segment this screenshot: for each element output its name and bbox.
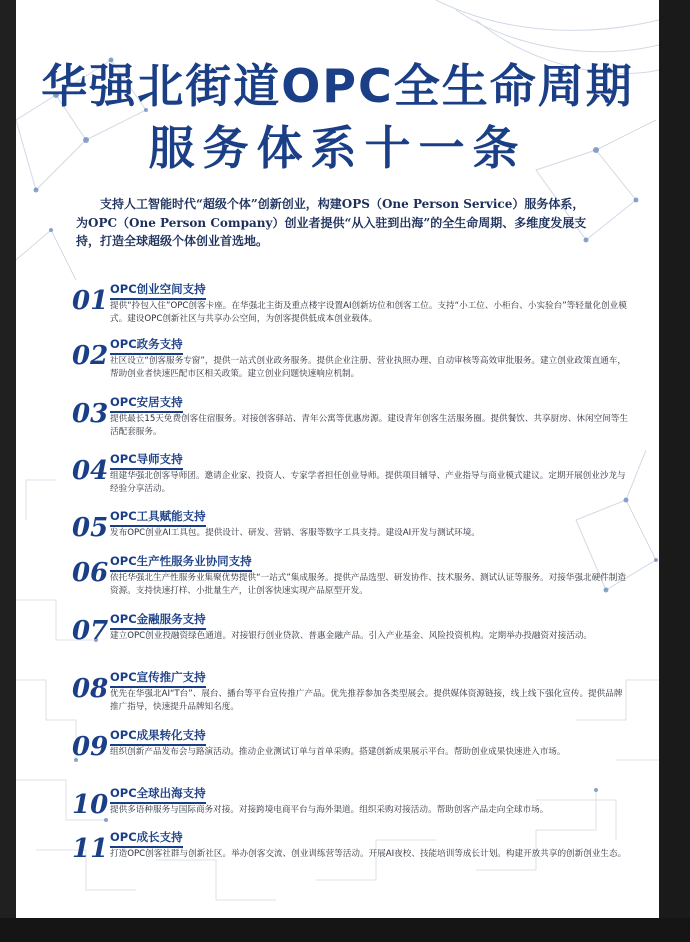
item-number: 08 — [72, 674, 109, 704]
item-description: 依托华强北生产性服务业集聚优势提供“一站式”集成服务。提供产品选型、研发协作、技术服务、测试认证等服务。对接华强北硬件制造资源。支持快速打样、小批量生产，让创客快速实现产品原型开发。 — [110, 573, 626, 596]
item-title: OPC成果转化支持 — [110, 728, 206, 746]
item-description: 提供多语种服务与国际商务对接。对接跨境电商平台与海外渠道。组织采购对接活动。帮助创客产品走向全球市场。 — [110, 805, 549, 815]
item-description: 打造OPC创客社群与创新社区。举办创客交流、创业训练营等活动。开展AI夜校、技能培训等成长计划。构建开放共享的创新创业生态。 — [110, 849, 627, 859]
policy-item-07 — [72, 614, 632, 670]
item-number: 03 — [72, 399, 109, 429]
item-description: 发布OPC创业AI工具包。提供设计、研发、营销、客服等数字工具支持。建设AI开发与测试环境。 — [110, 528, 480, 538]
policy-item-03 — [72, 397, 632, 453]
item-number: 02 — [72, 341, 109, 371]
item-title: OPC金融服务支持 — [110, 612, 206, 630]
item-description: 提供“拎包入住”OPC创客卡座。在华强北主街及重点楼宇设置AI创新坊位和创客工位。支持“小工位、小柜台、小实验台”等轻量化创业模式。建设OPC创新社区与共享办公空间，为创客提供低成本创业载体。 — [110, 301, 627, 324]
poster-title-line2: 服务体系十一条 — [148, 121, 527, 175]
item-number: 06 — [72, 558, 109, 588]
item-description: 优先在华强北AI“T台”、展台、播台等平台宣传推广产品。优先推荐参加各类型展会。提供媒体资源链接，线上线下强化宣传。提供品牌推广指导，快速提升品牌知名度。 — [110, 689, 623, 712]
item-title: OPC政务支持 — [110, 337, 183, 355]
poster — [16, 0, 659, 918]
policy-item-09 — [72, 730, 632, 786]
item-description: 组建华强北创客导师团。邀请企业家、投资人、专家学者担任创业导师。提供项目辅导、产业指导与商业模式建议。定期开展创业沙龙与经验分享活动。 — [110, 471, 626, 494]
item-title: OPC导师支持 — [110, 452, 183, 470]
bottom-frame-edge — [0, 918, 690, 942]
item-title: OPC全球出海支持 — [110, 786, 206, 804]
item-number: 09 — [72, 732, 109, 762]
right-frame-edge — [659, 0, 690, 942]
item-title: OPC宣传推广支持 — [110, 670, 206, 688]
item-number: 07 — [72, 616, 109, 646]
item-title: OPC安居支持 — [110, 395, 183, 413]
item-number: 11 — [72, 834, 109, 864]
item-description: 组织创新产品发布会与路演活动。推动企业测试订单与首单采购。搭建创新成果展示平台。帮助创业成果快速进入市场。 — [110, 747, 566, 757]
left-frame-edge — [0, 0, 16, 942]
item-number: 10 — [72, 790, 109, 820]
policy-item-06 — [72, 556, 632, 612]
item-title: OPC生产性服务业协同支持 — [110, 554, 252, 572]
item-number: 01 — [72, 286, 109, 316]
item-description: 提供最长15天免费创客住宿服务。对接创客驿站、青年公寓等优惠房源。建设青年创客生活服务圈。提供餐饮、共享厨房、休闲空间等生活配套服务。 — [110, 414, 628, 437]
policy-item-04 — [72, 454, 632, 510]
item-title: OPC创业空间支持 — [110, 282, 206, 300]
policy-item-08 — [72, 672, 632, 728]
policy-item-11 — [72, 832, 632, 888]
poster-title-line1: 华强北街道OPC全生命周期 — [41, 59, 634, 113]
policy-item-01 — [72, 284, 632, 340]
item-description: 社区设立“创客服务专窗”，提供一站式创业政务服务。提供企业注册、营业执照办理、自动审核等高效审批服务。建立创业政策直通车，帮助创业者快速匹配市区相关政策。建立创业问题快速响应机制。 — [110, 356, 626, 379]
item-title: OPC成长支持 — [110, 830, 183, 848]
item-number: 05 — [72, 513, 109, 543]
item-description: 建立OPC创业投融资绿色通道。对接银行创业贷款、普惠金融产品。引入产业基金、风险投资机构。定期举办投融资对接活动。 — [110, 631, 593, 641]
item-title: OPC工具赋能支持 — [110, 509, 206, 527]
policy-item-02 — [72, 339, 632, 395]
intro-paragraph: 支持人工智能时代“超级个体”创新创业，构建OPS（One Person Service）服务体系，为OPC（One Person Company）创业者提供“从入驻到出海”的全生命周期、多维度发展支持，打造全球超级个体创业首选地。 — [76, 197, 587, 248]
item-number: 04 — [72, 456, 109, 486]
